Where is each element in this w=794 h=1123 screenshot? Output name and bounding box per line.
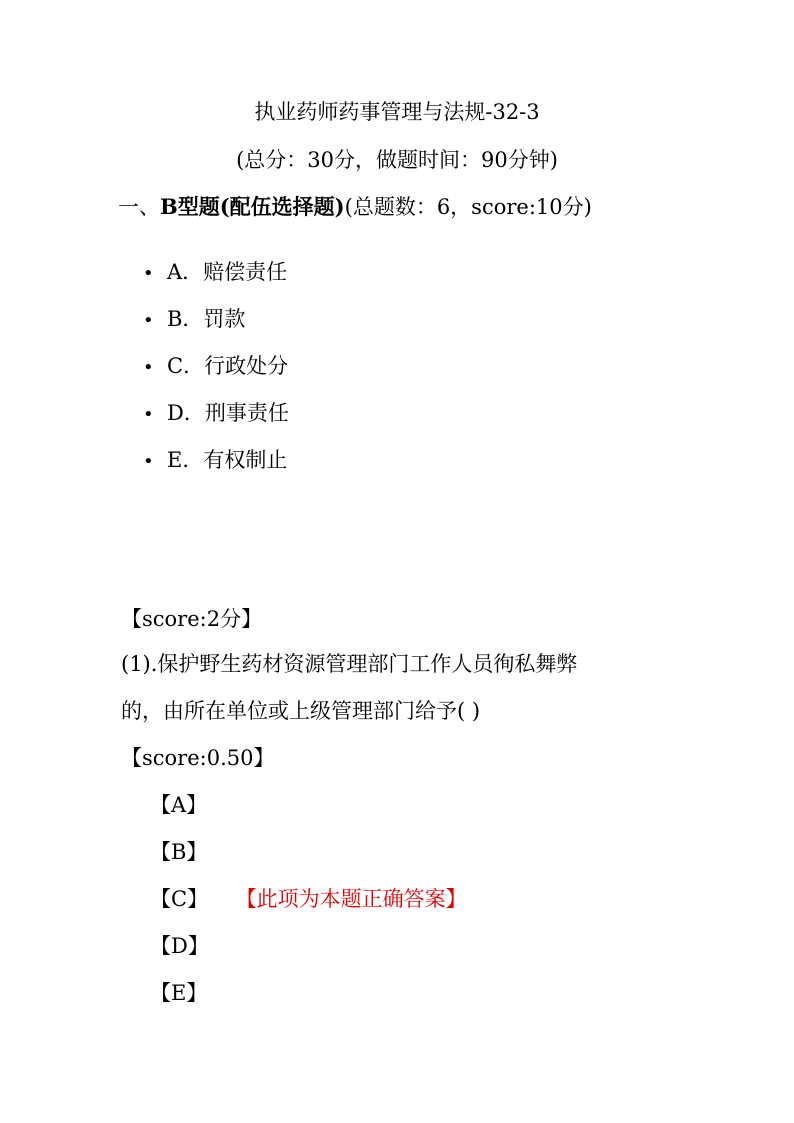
answer-letter: 【C】 xyxy=(150,887,209,911)
question-score: 【score:0.50】 xyxy=(121,746,275,770)
document-subtitle: (总分：30分，做题时间：90分钟) xyxy=(236,148,558,172)
option-label: E．有权制止 xyxy=(167,448,288,472)
section-heading xyxy=(118,193,592,221)
section-info: (总题数：6，score:10分) xyxy=(344,195,592,219)
answer-option-a: 【A】 xyxy=(150,793,208,817)
question-text-line-1: (1).保护野生药材资源管理部门工作人员徇私舞弊 xyxy=(121,652,578,676)
group-score: 【score:2分】 xyxy=(121,607,263,631)
answer-option-d: 【D】 xyxy=(150,934,209,958)
option-label: A．赔偿责任 xyxy=(167,260,288,284)
answer-option-e: 【E】 xyxy=(150,981,208,1005)
option-list-item xyxy=(143,446,287,476)
correct-answer-note: 【此项为本题正确答案】 xyxy=(246,887,467,911)
option-list-item xyxy=(143,352,288,382)
option-label: D．刑事责任 xyxy=(167,401,289,425)
bullet-icon: • xyxy=(143,310,154,331)
option-list-item xyxy=(143,305,245,335)
question-text-line-2: 的，由所在单位或上级管理部门给予( ) xyxy=(121,699,481,723)
option-list-item xyxy=(143,258,287,288)
section-name: B型题(配伍选择题) xyxy=(160,194,345,219)
answer-option-b: 【B】 xyxy=(150,840,208,864)
section-prefix: 一、 xyxy=(118,195,160,219)
answer-option-c xyxy=(150,885,467,913)
bullet-icon: • xyxy=(143,404,154,425)
option-label: C．行政处分 xyxy=(167,354,289,378)
bullet-icon: • xyxy=(143,451,154,472)
option-list-item xyxy=(143,399,289,429)
document-title: 执业药师药事管理与法规-32-3 xyxy=(254,100,540,124)
option-label: B．罚款 xyxy=(167,307,246,331)
bullet-icon: • xyxy=(143,357,154,378)
bullet-icon: • xyxy=(143,263,154,284)
